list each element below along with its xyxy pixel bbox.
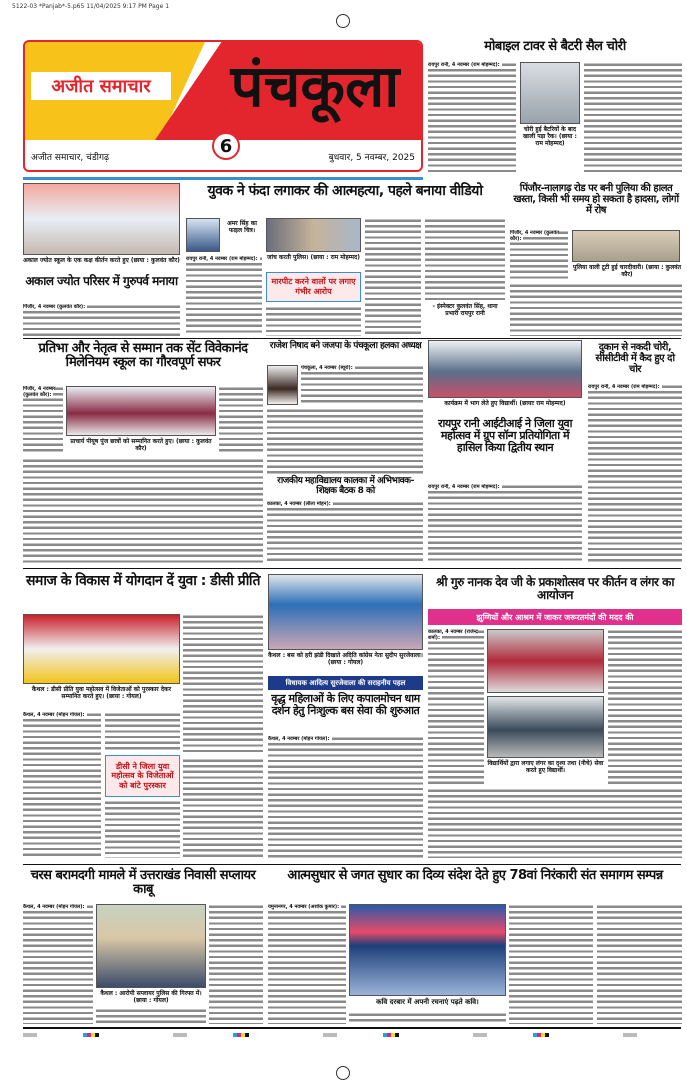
portrait-caption: अमर सिंह का फाइल चित्र। — [227, 220, 257, 235]
divider — [23, 568, 681, 569]
subhead-box: डीसी ने जिला युवा महोत्सव के विजेताओं को बांटे पुरस्कार — [105, 755, 180, 797]
photo-arrest — [96, 904, 206, 988]
photo-kirtan — [23, 183, 180, 255]
article-body — [183, 758, 263, 858]
photo-culvert — [572, 230, 680, 262]
photo-award — [23, 614, 180, 684]
registration-mark — [336, 1066, 350, 1080]
kicker-banner: झुग्गियों और आश्रम में जाकर जरूरतमंदों की मदद की — [428, 609, 682, 625]
headline: दुकान से नकदी चोरी, सीसीटीवी में कैद हुए दो चोर — [595, 342, 675, 375]
bottom-rule — [23, 1027, 681, 1029]
divider — [23, 338, 681, 339]
article-body — [219, 386, 263, 452]
headline: राजेश निषाद बने जजपा के पंचकूला हलका अध्यक्ष — [269, 341, 422, 351]
edition-city: पंचकूला — [230, 52, 400, 120]
registration-mark — [336, 14, 350, 28]
article-body: पिंजौर, 4 नवम्बर (कुलवंत कौर): — [510, 230, 568, 280]
photo-samagam — [349, 904, 506, 996]
headline: युवक ने फंदा लगाकर की आत्महत्या, पहले बनाया वीडियो — [207, 183, 483, 199]
article-body — [183, 614, 263, 754]
headline: आत्मसुधार से जगत सुधार का दिव्य संदेश देते हुए 78वां निरंकारी संत समागम सम्पन्न — [287, 868, 663, 883]
photo-bus — [268, 574, 423, 650]
headline: अकाल ज्योत परिसर में गुरुपर्व मनाया — [25, 274, 178, 288]
photo-seva — [487, 696, 604, 758]
article-body — [266, 306, 361, 336]
divider — [23, 177, 423, 180]
article-body: कैथल, 4 नवम्बर (मोहन गोयल): — [268, 736, 423, 858]
article-body — [349, 1012, 506, 1024]
article-body: कैथल, 4 नवम्बर (मोहन गोयल): — [23, 904, 93, 1024]
headline: वृद्ध महिलाओं के लिए कपालमोचन धाम दर्शन हेतु निःशुल्क बस सेवा की शुरुआत — [271, 692, 420, 718]
divider — [23, 864, 681, 865]
headline: श्री गुरु नानक देव जी के प्रकाशोत्सव पर कीर्तन व लंगर का आयोजन — [436, 575, 674, 603]
edition-label: अजीत समाचार, चंडीगढ़ — [31, 152, 110, 163]
photo-students — [66, 386, 216, 436]
article-body: रायपुर रानी, 4 नवम्बर (राम मोहम्मद): — [588, 384, 682, 563]
photo-caption: जांच करती पुलिस। (छाया : राम मोहम्मद) — [267, 254, 360, 261]
article-body: कैथल, 4 नवम्बर (मोहन गोयल): — [23, 712, 101, 858]
article-body — [597, 904, 682, 1024]
kicker-banner: विधायक आदित्य सुरजेवाला की सराहनीय पहल — [268, 676, 423, 690]
brand-name: अजीत समाचार — [31, 72, 171, 100]
page-number: 6 — [212, 132, 240, 160]
article-body — [365, 218, 421, 336]
photo-caption: विद्यार्थियों द्वारा लगाए लंगर का दृश्य तथा (नीचे) सेवा करते हुए विद्यार्थी। — [487, 760, 604, 775]
article-body — [510, 283, 682, 336]
article-body: रायपुर रानी, 4 नवम्बर (राम मोहम्मद): — [186, 256, 262, 336]
quote-attribution: - इंस्पेक्टर कुलवंत सिंह, थाना प्रभारी रायपुर रानी — [432, 303, 498, 318]
article-body: रायपुर रानी, 4 नवम्बर (राम मोहम्मद): — [428, 62, 516, 174]
photo-caption: प्राचार्य पीयूष पुंज छात्रों को सम्मानित करते हुए। (छाया : कुलवंत कौर) — [70, 438, 212, 453]
photo-caption: पुलिया वाली टूटी हुई चारदीवारी। (छाया : कुलवंत कौर) — [572, 264, 682, 279]
article-body: पिंजौर, 4 नवम्बर (कुलवंत कौर): — [23, 304, 180, 336]
photo-group — [428, 340, 582, 398]
article-body: पंचकूला, 4 नवम्बर (ब्यूरो): — [301, 365, 423, 405]
photo-caption: अकाल ज्योत स्कूल के एक कक्ष कीर्तन करते हुए (छाया : कुलवंत कौर) — [23, 257, 180, 264]
photo-langar — [487, 629, 604, 693]
headline: समाज के विकास में योगदान दें युवा : डीसी प्रीति — [25, 573, 261, 589]
article-body — [267, 408, 423, 474]
article-body — [584, 62, 682, 174]
print-slug: 5122-03 *Panjab*-5.p65 11/04/2025 9:17 PM Page 1 — [12, 3, 170, 10]
article-body — [105, 800, 180, 858]
color-bar — [23, 1033, 681, 1037]
headline: रायपुर रानी आईटीआई ने जिला युवा महोत्सव में ग्रुप सॉन्ग प्रतियोगिता में हासिल किया द्वितीय स्थान — [438, 417, 572, 455]
headline: राजकीय महाविद्यालय कालका में अभिभावक-शिक्षक बैठक 8 को — [277, 476, 414, 496]
article-body — [425, 218, 505, 300]
photo-caption: कैथल : आरोपी सप्लायर पुलिस की गिरफ्त में। (छाया : गोयल) — [100, 990, 202, 1005]
photo-police — [266, 218, 361, 252]
article-body: कालका, 4 नवम्बर (राजेन्द्र शर्मा): — [428, 629, 484, 784]
headline: चरस बरामदगी मामले में उत्तराखंड निवासी सप्लायर काबू — [30, 868, 256, 898]
article-body — [209, 904, 263, 1024]
headline: मोबाइल टावर से बैटरी सैल चोरी — [484, 39, 626, 54]
article-body: यमुनानगर, 4 नवम्बर (अशोक कुमार): — [268, 904, 346, 1024]
article-body — [608, 629, 682, 784]
article-body: पिंजौर, 4 नवम्बर (कुलवंत कौर): — [23, 386, 63, 452]
masthead — [23, 40, 423, 172]
portrait-photo — [186, 218, 220, 252]
portrait-photo — [267, 365, 298, 405]
subhead-box: मारपीट करने वालों पर लगाए गंभीर आरोप — [266, 272, 361, 302]
photo-caption: चोरी हुई बैटरियों के बाद खाली पड़ा रैक। (छाया : राम मोहम्मद) — [523, 126, 577, 148]
article-body — [23, 458, 263, 563]
article-body — [96, 1008, 206, 1024]
headline: पिंजौर-नालागढ़ रोड पर बनी पुलिया की हालत खस्ता, किसी भी समय हो सकता है हादसा, लोगों में रोष — [513, 183, 679, 216]
article-body — [105, 712, 180, 752]
photo-caption: कैथल : डीसी प्रीति युवा महोत्सव में विजेताओं को पुरस्कार देकर सम्मानित करते हुए। (छाया : गोयल) — [31, 686, 172, 701]
article-body — [509, 904, 593, 1024]
issue-date: बुधवार, 5 नवम्बर, 2025 — [328, 152, 415, 163]
photo-caption: कवि दरबार में अपनी रचनाएं पढ़ते कवि। — [376, 998, 479, 1006]
photo-battery-rack — [520, 62, 580, 124]
article-body: कालका, 4 नवम्बर (लीला मोहन): — [267, 501, 423, 563]
article-body: रायपुर रानी, 4 नवम्बर (राम मोहम्मद): — [428, 484, 582, 563]
photo-caption: कार्यक्रम में भाग लेते हुए विद्यार्थी। (छायाः राम मोहम्मद) — [444, 400, 566, 407]
article-body — [428, 788, 682, 858]
headline: प्रतिभा और नेतृत्व से सम्मान तक सेंट विवेकानंद मिलेनियम स्कूल का गौरवपूर्ण सफर — [38, 341, 248, 371]
photo-caption: कैथल : बस को हरी झंडी दिखाते अदिति कांग्रेस नेता सुदीप सुरजेवाला। (छाया : गोयल) — [268, 652, 423, 667]
